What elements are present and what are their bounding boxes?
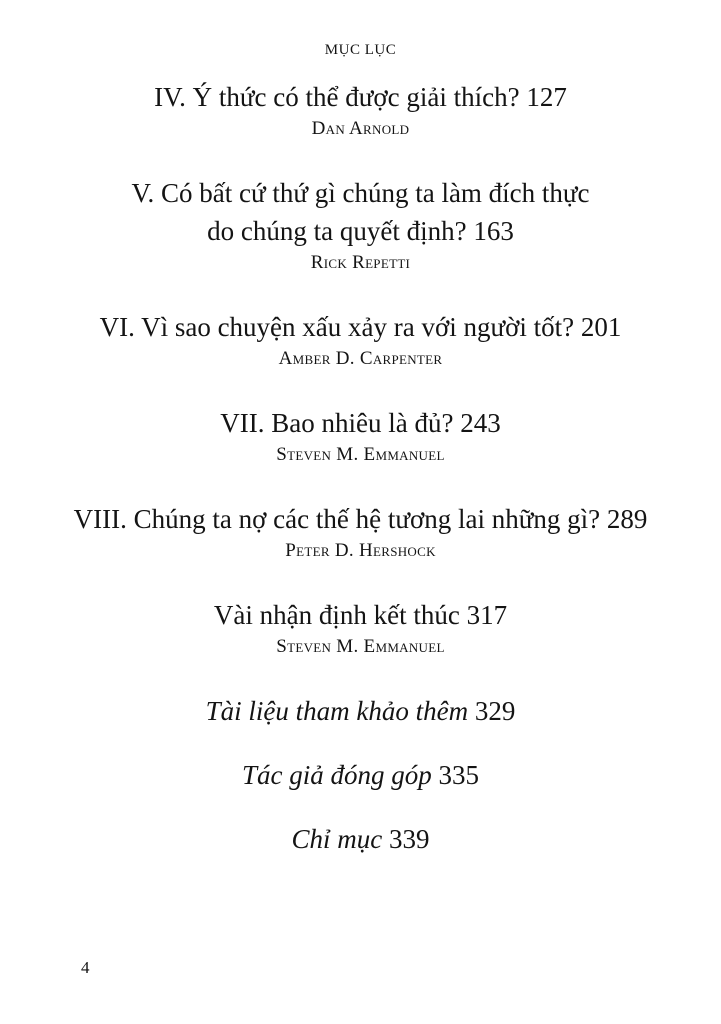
toc-entry-title-text: VIII. Chúng ta nợ các thế hệ tương lai những gì? — [73, 504, 601, 534]
toc-entry-author: Amber D. Carpenter — [278, 348, 443, 369]
toc-entry-title — [0, 820, 721, 858]
toc-entry-title-text: Vài nhận định kết thúc — [213, 600, 460, 630]
toc-entry-title-text: Tác giả đóng góp — [241, 760, 432, 790]
toc-entry-index — [0, 820, 721, 858]
toc-entry-page: 243 — [460, 408, 501, 438]
toc-entry-author: Steven M. Emmanuel — [276, 444, 445, 465]
toc-entry-page: 335 — [438, 760, 479, 790]
toc-entry-7 — [0, 404, 721, 468]
toc-entry-title — [0, 756, 721, 794]
toc-entry-author: Rick Repetti — [310, 252, 411, 273]
toc-entry-title — [0, 174, 721, 250]
toc-entry-6 — [0, 308, 721, 372]
toc-entry-author: Steven M. Emmanuel — [276, 636, 445, 657]
toc-entry-4 — [0, 78, 721, 142]
toc-entry-page: 289 — [606, 504, 648, 534]
toc-entry-title — [0, 308, 721, 346]
toc-entry-page: 163 — [473, 216, 514, 246]
toc-entry-title-text: Chỉ mục — [291, 824, 383, 854]
running-header: MỤC LỤC — [324, 42, 397, 58]
toc-entry-title — [0, 596, 721, 634]
toc-entry-contributors — [0, 756, 721, 794]
table-of-contents — [0, 78, 721, 884]
toc-entry-title — [0, 404, 721, 442]
toc-entry-author: Dan Arnold — [311, 118, 410, 139]
toc-entry-title-text: VII. Bao nhiêu là đủ? — [220, 408, 454, 438]
toc-entry-further-reading — [0, 692, 721, 730]
toc-entry-page: 201 — [580, 312, 622, 342]
toc-entry-page: 317 — [466, 600, 508, 630]
toc-entry-title-text: VI. Vì sao chuyện xấu xảy ra với người tốt? — [99, 312, 575, 342]
page-number: 4 — [81, 958, 90, 977]
toc-entry-title — [0, 500, 721, 538]
toc-entry-title-text: IV. Ý thức có thể được giải thích? — [154, 82, 520, 112]
toc-entry-title-text: Tài liệu tham khảo thêm — [205, 696, 469, 726]
toc-entry-conclusion — [0, 596, 721, 660]
toc-entry-8 — [0, 500, 721, 564]
toc-entry-author: Peter D. Hershock — [285, 540, 436, 561]
toc-entry-page: 329 — [474, 696, 516, 726]
toc-entry-title-text: V. Có bất cứ thứ gì chúng ta làm đích thực do chúng ta quyết định? — [131, 178, 590, 246]
toc-entry-title — [0, 692, 721, 730]
toc-entry-5 — [0, 174, 721, 276]
toc-entry-page: 127 — [526, 82, 567, 112]
toc-entry-page: 339 — [389, 824, 430, 854]
toc-entry-title — [0, 78, 721, 116]
